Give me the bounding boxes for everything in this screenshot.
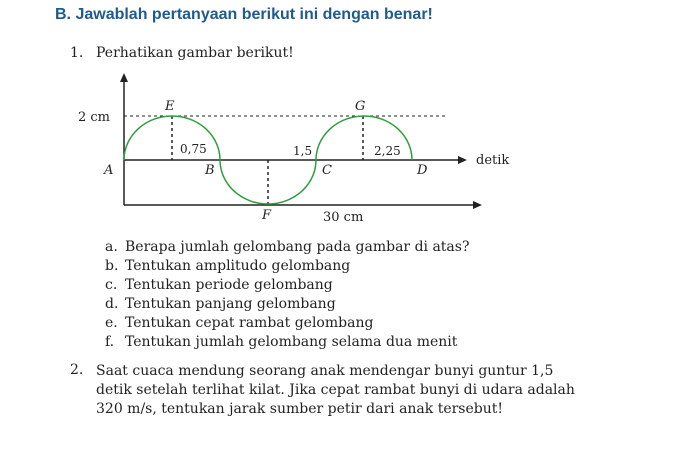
question-2-text	[96, 362, 616, 419]
sub-question-b	[105, 257, 469, 276]
point-label-E: E	[165, 99, 175, 114]
point-label-F: F	[262, 208, 272, 223]
sub-question-text: Berapa jumlah gelombang pada gambar di atas?	[125, 239, 470, 255]
sub-question-letter: f.	[105, 334, 115, 350]
sub-question-f	[105, 333, 469, 352]
distance-axis-arrow	[473, 201, 482, 209]
time-label-1-5: 1,5	[293, 144, 313, 158]
question-1-prompt: Perhatikan gambar berikut!	[96, 45, 294, 61]
question-1-number: 1.	[70, 45, 84, 61]
question-2-line: 320 m/s, tentukan jarak sumber petir dari anak tersebut!	[96, 401, 504, 417]
sub-question-list	[105, 238, 469, 352]
point-label-A: A	[104, 163, 114, 178]
sub-question-text: Tentukan panjang gelombang	[125, 296, 336, 312]
sub-question-text: Tentukan amplitudo gelombang	[125, 258, 351, 274]
point-label-B: B	[205, 163, 215, 178]
distance-label: 30 cm	[323, 210, 364, 225]
sub-question-letter: e.	[105, 315, 118, 331]
time-axis-label: detik	[476, 153, 510, 168]
sub-question-d	[105, 295, 469, 314]
section-title: B. Jawablah pertanyaan berikut ini dengan benar!	[55, 6, 433, 23]
question-2-line: Saat cuaca mendung seorang anak mendengar bunyi guntur 1,5	[96, 363, 554, 379]
sub-question-letter: a.	[105, 239, 118, 255]
point-label-C: C	[322, 163, 332, 178]
amplitude-label: 2 cm	[78, 110, 111, 125]
sub-question-letter: d.	[105, 296, 119, 312]
sub-question-letter: b.	[105, 258, 119, 274]
vertical-axis-arrow	[120, 73, 128, 82]
question-2-number: 2.	[70, 362, 84, 378]
sub-question-text: Tentukan jumlah gelombang selama dua menit	[125, 334, 458, 350]
sub-question-e	[105, 314, 469, 333]
sub-question-text: Tentukan periode gelombang	[125, 277, 333, 293]
point-label-G: G	[355, 99, 366, 114]
time-label-0-75: 0,75	[180, 142, 207, 156]
sub-question-a	[105, 238, 469, 257]
time-label-2-25: 2,25	[374, 144, 401, 158]
point-label-D: D	[417, 163, 428, 178]
sub-question-c	[105, 276, 469, 295]
sub-question-letter: c.	[105, 277, 118, 293]
sub-question-text: Tentukan cepat rambat gelombang	[125, 315, 374, 331]
question-2-line: detik setelah terlihat kilat. Jika cepat rambat bunyi di udara adalah	[96, 382, 575, 398]
time-axis-arrow	[458, 156, 467, 164]
